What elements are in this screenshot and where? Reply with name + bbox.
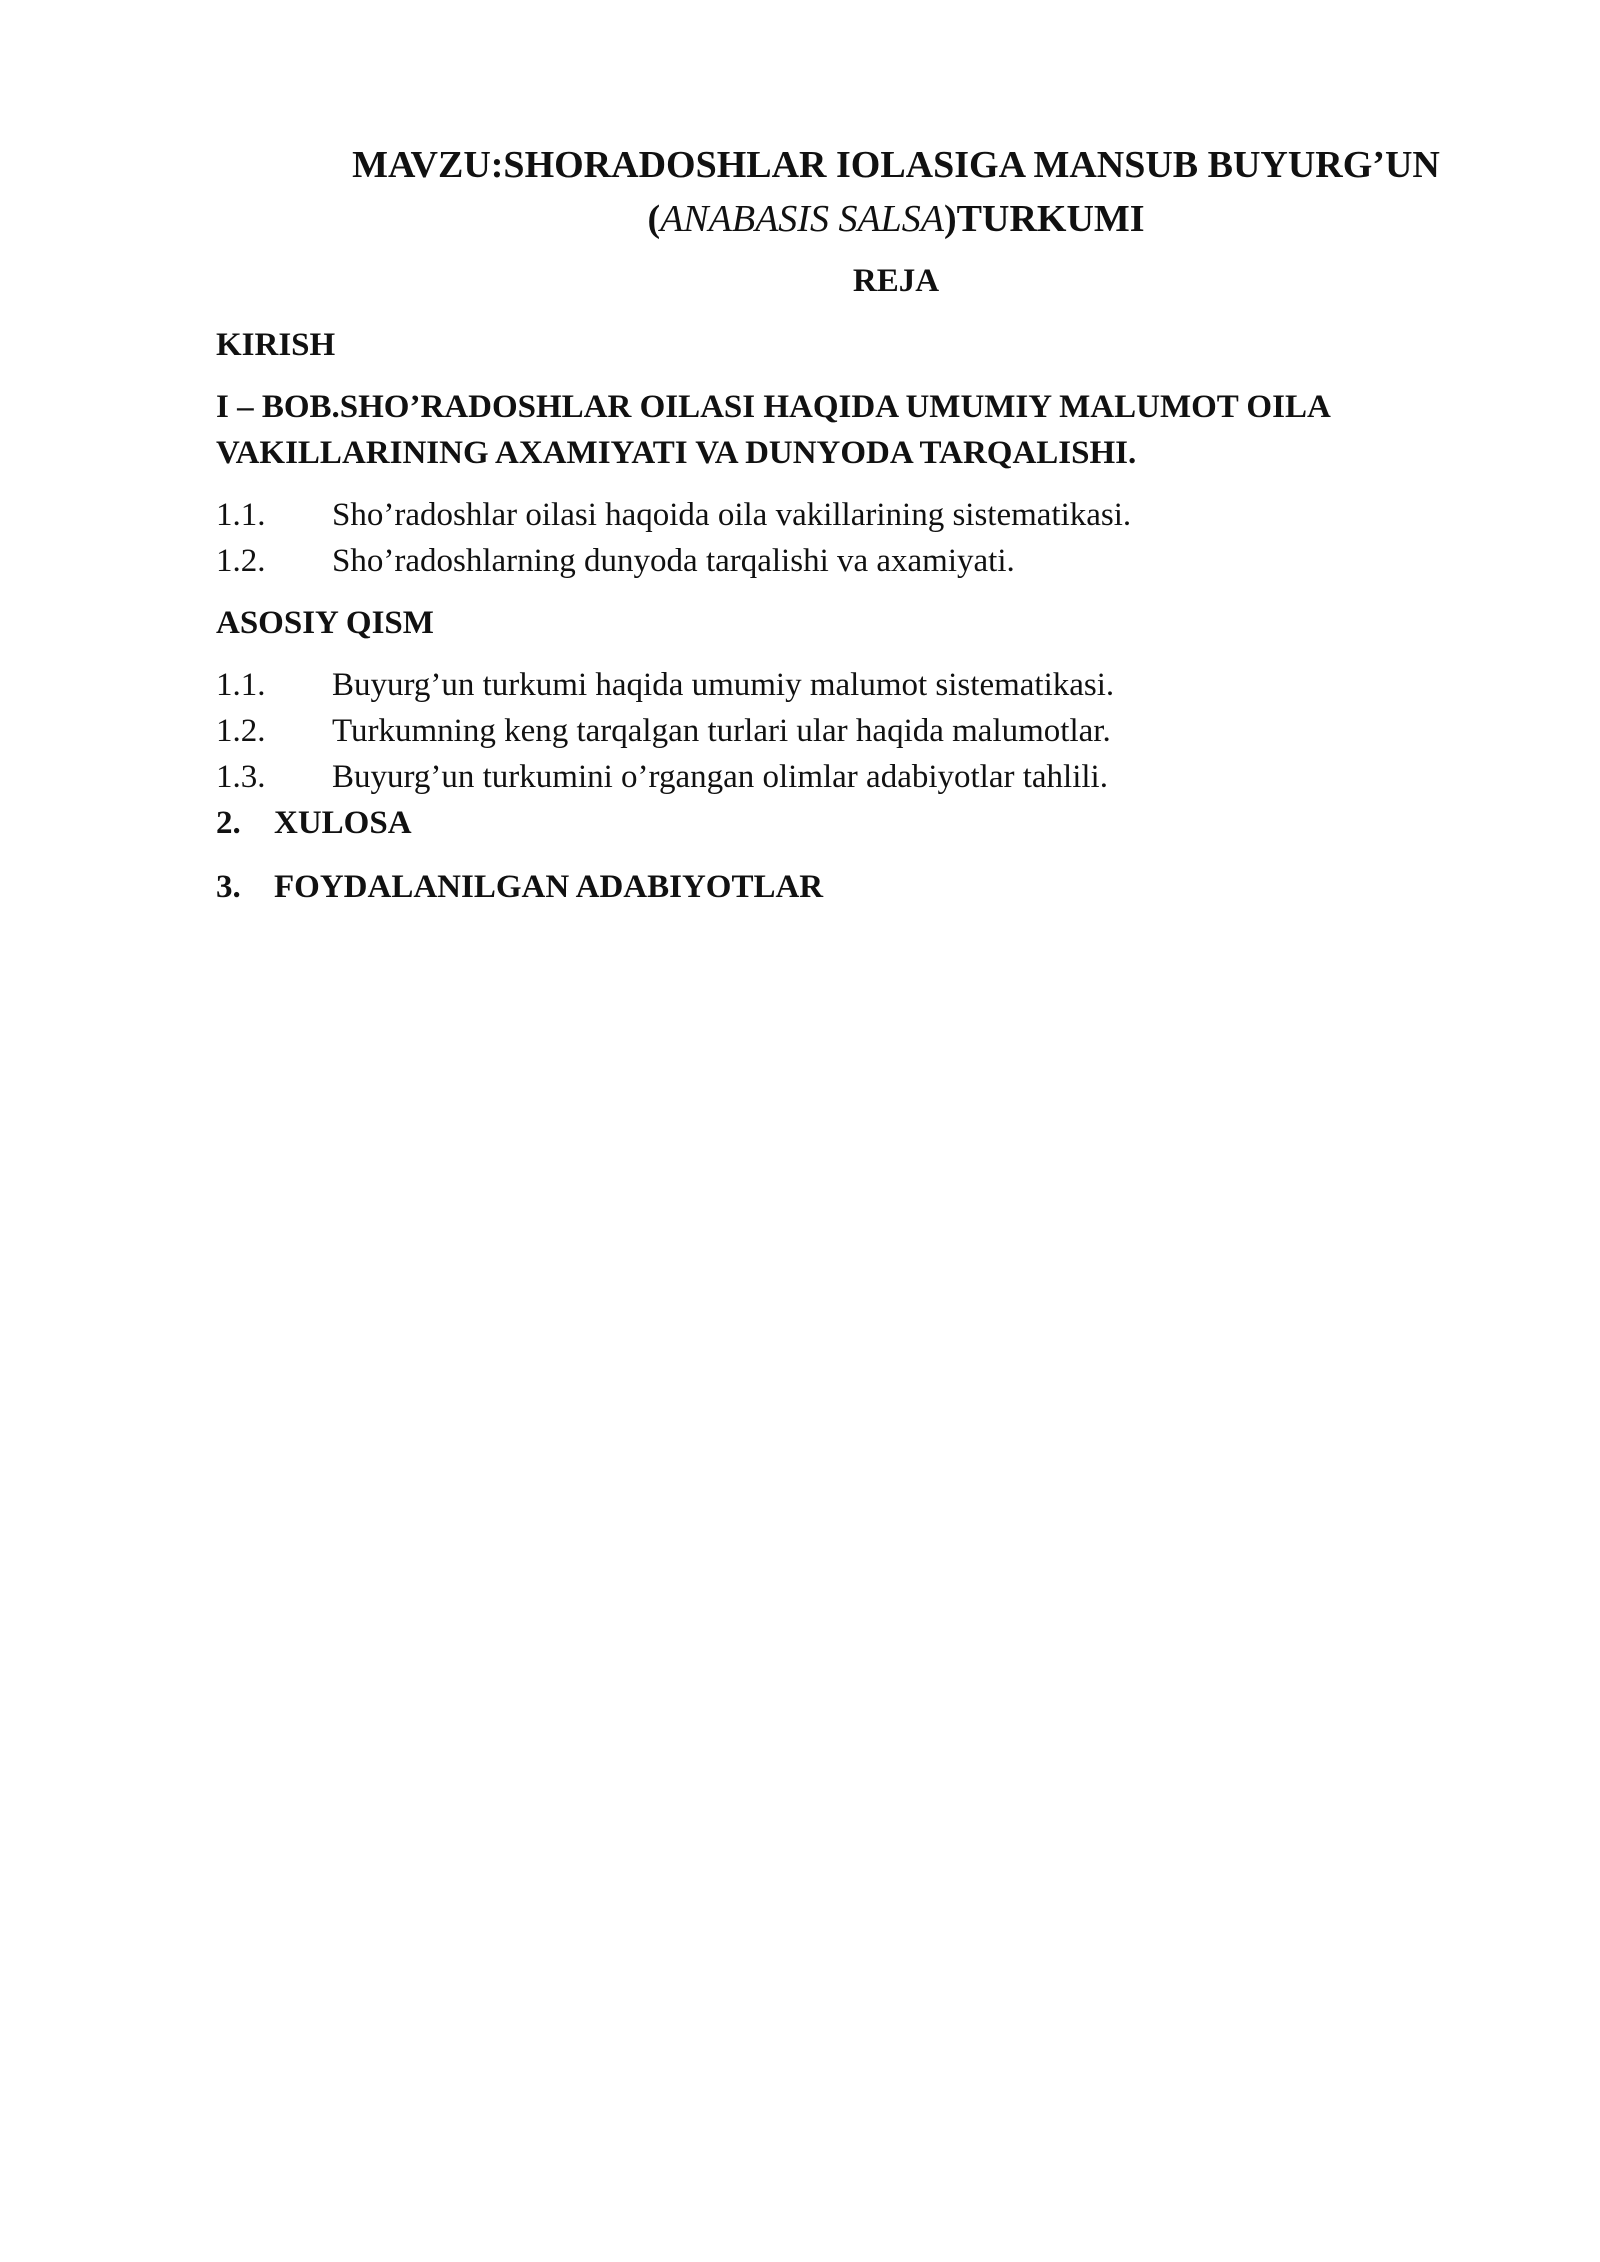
title-latin-name: ANABASIS SALSA <box>660 198 944 240</box>
plan-heading: REJA <box>852 263 940 299</box>
main-part-list <box>216 662 1516 800</box>
title-line-2-rest: )TURKUMI <box>944 198 1145 240</box>
document-content <box>216 138 1516 910</box>
references-text: FOYDALANILGAN ADABIYOTLAR <box>274 869 824 905</box>
list-item-text: Turkumning keng tarqalgan turlari ular haqida malumotlar. <box>332 713 1111 749</box>
conclusion-number: 2. <box>216 805 241 841</box>
title-line-1: MAVZU:SHORADOSHLAR IOLASIGA MANSUB BUYURG’UN <box>352 144 1440 186</box>
list-item-text: Buyurg’un turkumini o’rgangan olimlar adabiyotlar tahlili. <box>332 759 1108 795</box>
list-item-text: Buyurg’un turkumi haqida umumiy malumot sistematikasi. <box>332 667 1115 703</box>
list-item <box>216 754 1516 800</box>
title-paren-open: ( <box>647 198 661 240</box>
list-item <box>216 492 1516 538</box>
list-item-text: Sho’radoshlar oilasi haqoida oila vakillarining sistematikasi. <box>332 497 1132 533</box>
references-heading <box>216 864 1516 910</box>
list-item-number: 1.1. <box>216 497 266 533</box>
conclusion-text: XULOSA <box>274 805 412 841</box>
list-item <box>216 662 1516 708</box>
chapter-1-heading: I – BOB.SHO’RADOSHLAR OILASI HAQIDA UMUMIY MALUMOT OILA VAKILLARINING AXAMIYATI VA DUNYODA TARQALISHI. <box>216 389 1329 471</box>
list-item <box>216 708 1516 754</box>
list-item-number: 1.2. <box>216 543 266 579</box>
intro-heading: KIRISH <box>216 327 336 363</box>
list-item-text: Sho’radoshlarning dunyoda tarqalishi va axamiyati. <box>332 543 1015 579</box>
main-part-heading: ASOSIY QISM <box>216 605 434 641</box>
list-item-number: 1.1. <box>216 667 266 703</box>
list-item-number: 1.3. <box>216 759 266 795</box>
list-item <box>216 538 1516 584</box>
references-number: 3. <box>216 869 241 905</box>
conclusion-heading <box>216 800 1516 846</box>
document-title <box>276 138 1516 246</box>
chapter-1-list <box>216 492 1516 584</box>
list-item-number: 1.2. <box>216 713 266 749</box>
